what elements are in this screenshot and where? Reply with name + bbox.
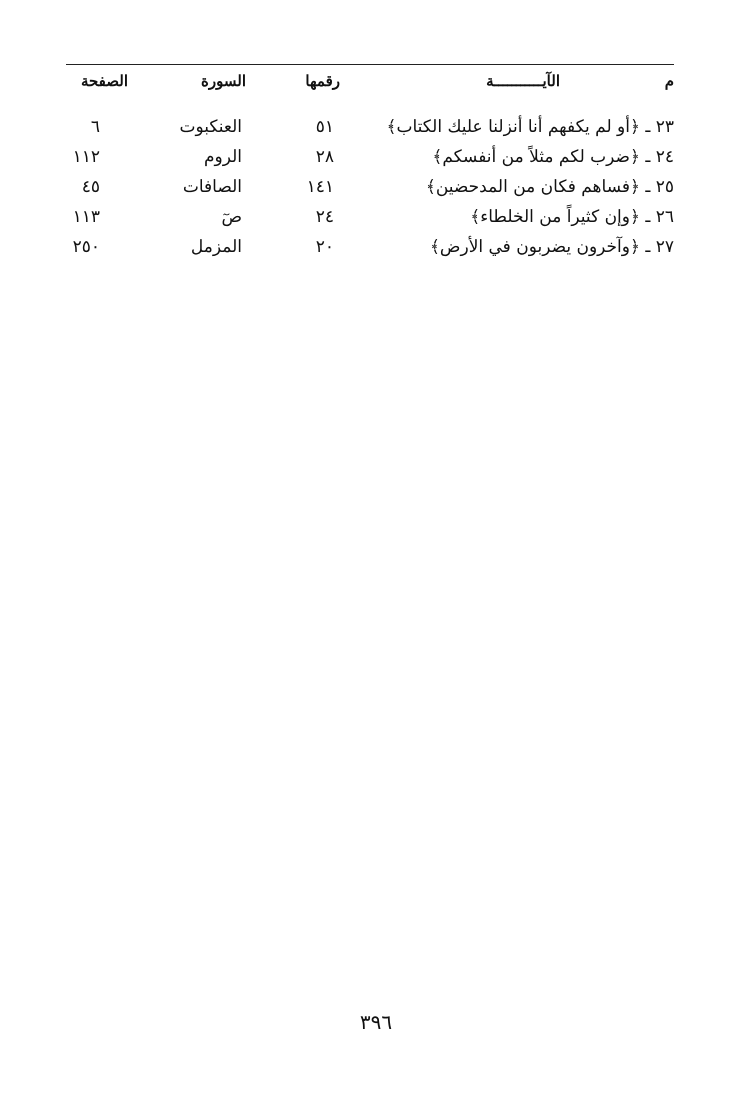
header-ayah-number: رقمها [305,72,340,90]
surah-cell: الروم [203,147,242,167]
table-row [66,202,674,232]
table-row [66,232,674,262]
header-number: م [664,72,674,90]
table-header [66,68,674,94]
ayah-number-cell: ١٤١ [306,177,334,197]
header-rule [66,64,674,65]
table-body [66,112,674,262]
ayah-cell: ٢٤ ـ ﴿ضرب لكم مثلاً من أنفسكم﴾ [432,147,674,167]
page-cell: ٤٥ [81,177,100,197]
header-ayah: الآيـــــــــــة [486,72,560,90]
page-cell: ٦ [90,117,100,137]
page-cell: ١١٢ [72,147,100,167]
ayah-cell: ٢٣ ـ ﴿أو لم يكفهم أنا أنزلنا عليك الكتاب﴾ [386,117,674,137]
table-row [66,112,674,142]
ayah-cell: ٢٦ ـ ﴿وإن كثيراً من الخلطاء﴾ [470,207,674,227]
page-cell: ٢٥٠ [72,237,100,257]
ayah-number-cell: ٥١ [315,117,334,137]
table-row [66,142,674,172]
ayah-number-cell: ٢٨ [315,147,334,167]
page-number: ٣٩٦ [359,1010,393,1034]
ayah-cell: ٢٧ ـ ﴿وآخرون يضربون في الأرض﴾ [429,237,674,257]
surah-cell: الصافات [182,177,242,197]
ayah-number-cell: ٢٠ [315,237,334,257]
surah-cell: العنكبوت [179,117,242,137]
surah-cell: صٓ [221,207,242,227]
surah-cell: المزمل [190,237,242,257]
table-row [66,172,674,202]
header-page: الصفحة [80,72,128,90]
ayah-number-cell: ٢٤ [315,207,334,227]
page-cell: ١١٣ [72,207,100,227]
header-surah: السورة [201,72,246,90]
ayah-cell: ٢٥ ـ ﴿فساهم فكان من المدحضين﴾ [425,177,674,197]
